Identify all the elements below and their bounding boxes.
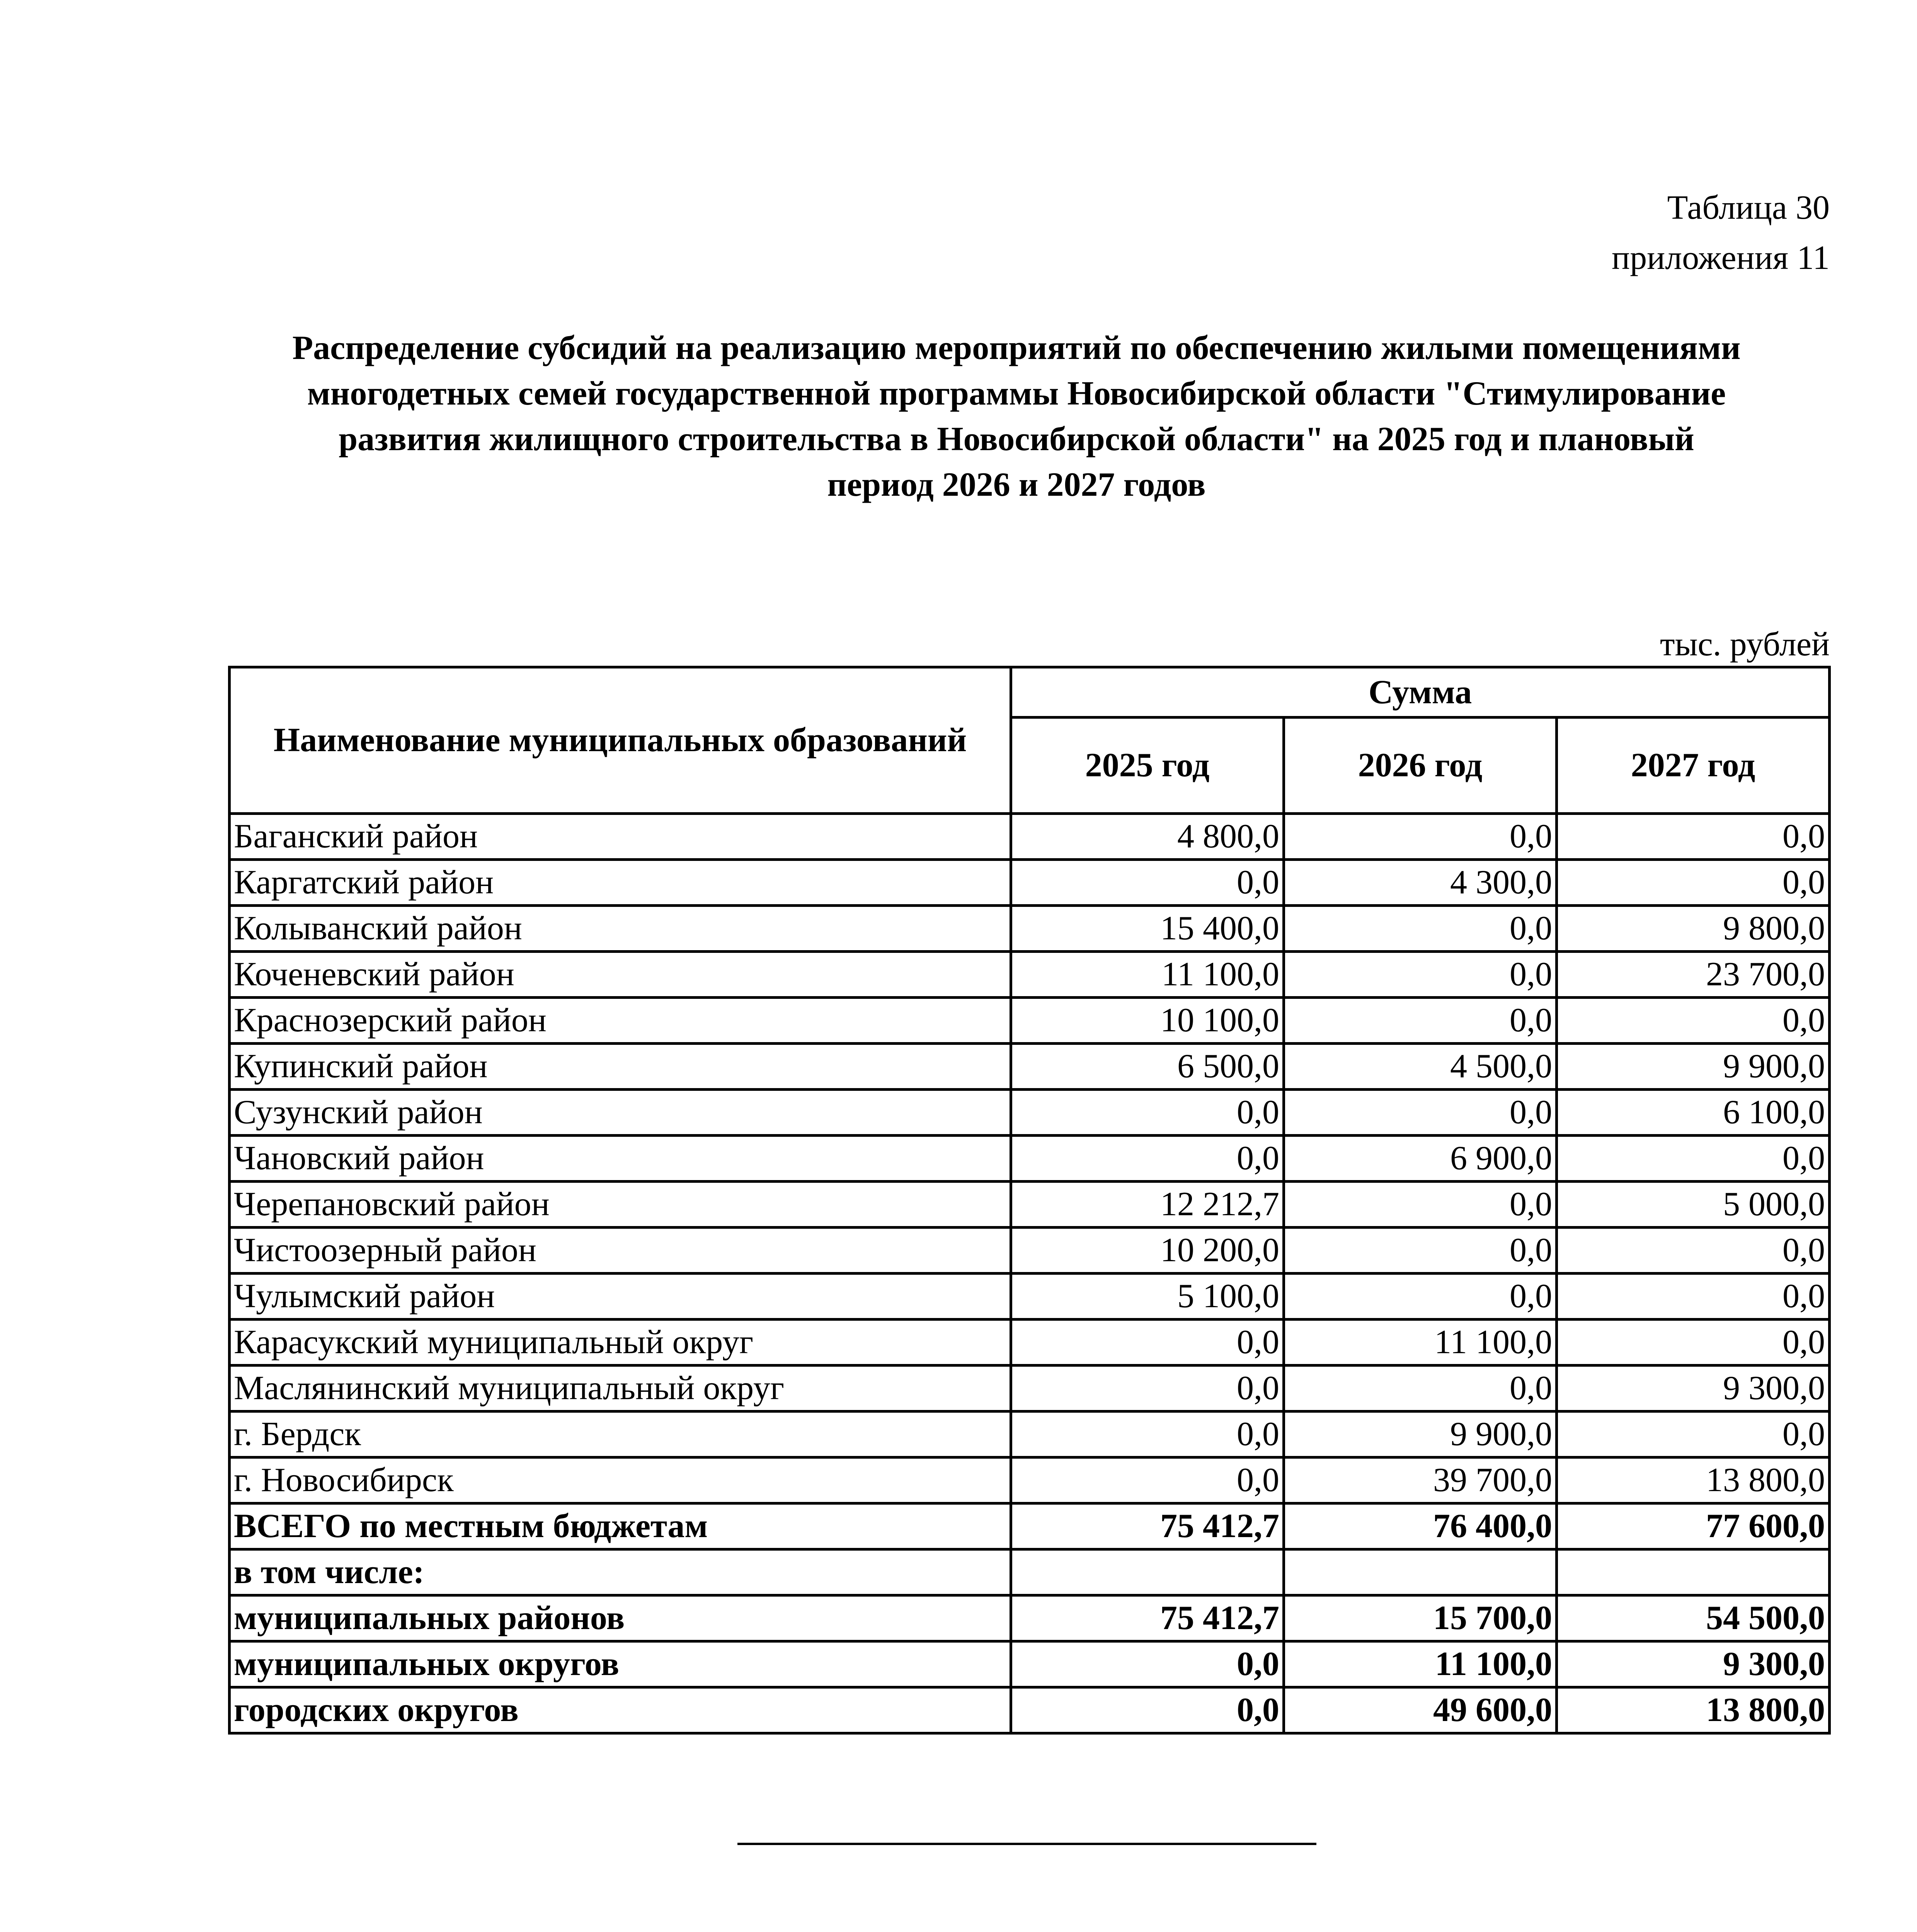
value-2026: 0,0: [1284, 1090, 1557, 1136]
municipality-name: г. Бердск: [230, 1412, 1011, 1458]
value-2026: 0,0: [1284, 998, 1557, 1044]
value-2025: 15 400,0: [1011, 906, 1284, 952]
total-2026: 76 400,0: [1284, 1503, 1557, 1549]
table-row: [230, 1136, 1830, 1182]
appendix-reference: приложения 11: [1611, 239, 1830, 277]
value-2027: 0,0: [1557, 1228, 1830, 1274]
column-header-2025: 2025 год: [1011, 718, 1284, 814]
document-title: [216, 325, 1817, 508]
value-2026: 0,0: [1284, 906, 1557, 952]
title-line-1: Распределение субсидий на реализацию мероприятий по обеспечению жилыми помещениями: [292, 329, 1741, 367]
table-row: [230, 1458, 1830, 1503]
value-2027: 0,0: [1557, 1412, 1830, 1458]
subtotal-row-districts: [230, 1595, 1830, 1641]
units-label: тыс. рублей: [1660, 626, 1830, 663]
value-2026: 0,0: [1284, 1228, 1557, 1274]
municipality-name: Черепановский район: [230, 1182, 1011, 1228]
column-header-sum: Сумма: [1011, 667, 1830, 718]
total-label: ВСЕГО по местным бюджетам: [230, 1503, 1011, 1549]
including-row: [230, 1549, 1830, 1595]
subtotal-2027: 9 300,0: [1557, 1641, 1830, 1687]
table-row: [230, 998, 1830, 1044]
subtotal-2025: 0,0: [1011, 1687, 1284, 1733]
value-2025: 0,0: [1011, 1412, 1284, 1458]
subtotal-row-municipal-okrugs: [230, 1641, 1830, 1687]
including-2025: [1011, 1549, 1284, 1595]
table-row: [230, 1412, 1830, 1458]
municipality-name: Колыванский район: [230, 906, 1011, 952]
value-2026: 6 900,0: [1284, 1136, 1557, 1182]
value-2025: 0,0: [1011, 860, 1284, 906]
table-row: [230, 814, 1830, 860]
value-2027: 0,0: [1557, 814, 1830, 860]
value-2027: 9 900,0: [1557, 1044, 1830, 1090]
value-2025: 0,0: [1011, 1458, 1284, 1503]
municipality-name: Коченевский район: [230, 952, 1011, 998]
table-number: Таблица 30: [1667, 189, 1830, 226]
table-row: [230, 1274, 1830, 1320]
value-2026: 9 900,0: [1284, 1412, 1557, 1458]
subtotal-2026: 49 600,0: [1284, 1687, 1557, 1733]
table-row: [230, 860, 1830, 906]
value-2026: 11 100,0: [1284, 1320, 1557, 1366]
value-2027: 13 800,0: [1557, 1458, 1830, 1503]
column-header-2027: 2027 год: [1557, 718, 1830, 814]
value-2025: 0,0: [1011, 1136, 1284, 1182]
value-2025: 6 500,0: [1011, 1044, 1284, 1090]
municipality-name: Чулымский район: [230, 1274, 1011, 1320]
subtotal-2027: 13 800,0: [1557, 1687, 1830, 1733]
subtotal-2027: 54 500,0: [1557, 1595, 1830, 1641]
value-2026: 4 300,0: [1284, 860, 1557, 906]
value-2025: 10 200,0: [1011, 1228, 1284, 1274]
value-2026: 0,0: [1284, 814, 1557, 860]
subtotal-label: городских округов: [230, 1687, 1011, 1733]
including-2026: [1284, 1549, 1557, 1595]
total-2025: 75 412,7: [1011, 1503, 1284, 1549]
total-2027: 77 600,0: [1557, 1503, 1830, 1549]
column-header-name: Наименование муниципальных образований: [230, 667, 1011, 814]
value-2027: 9 800,0: [1557, 906, 1830, 952]
value-2025: 0,0: [1011, 1090, 1284, 1136]
value-2027: 0,0: [1557, 1320, 1830, 1366]
value-2025: 4 800,0: [1011, 814, 1284, 860]
value-2027: 6 100,0: [1557, 1090, 1830, 1136]
including-label: в том числе:: [230, 1549, 1011, 1595]
municipality-name: Маслянинский муниципальный округ: [230, 1366, 1011, 1412]
value-2027: 5 000,0: [1557, 1182, 1830, 1228]
table-row: [230, 952, 1830, 998]
table-row: [230, 1044, 1830, 1090]
value-2025: 11 100,0: [1011, 952, 1284, 998]
table-row: [230, 1320, 1830, 1366]
value-2027: 0,0: [1557, 1136, 1830, 1182]
closing-rule: [737, 1843, 1316, 1845]
subtotal-2025: 0,0: [1011, 1641, 1284, 1687]
value-2027: 0,0: [1557, 860, 1830, 906]
value-2027: 23 700,0: [1557, 952, 1830, 998]
municipality-name: Сузунский район: [230, 1090, 1011, 1136]
municipality-name: Чановский район: [230, 1136, 1011, 1182]
value-2026: 0,0: [1284, 1366, 1557, 1412]
subtotal-2026: 11 100,0: [1284, 1641, 1557, 1687]
table-row: [230, 906, 1830, 952]
subsidy-table: [228, 666, 1831, 1735]
value-2025: 12 212,7: [1011, 1182, 1284, 1228]
value-2027: 0,0: [1557, 1274, 1830, 1320]
value-2026: 4 500,0: [1284, 1044, 1557, 1090]
title-line-3: развития жилищного строительства в Новосибирской области" на 2025 год и плановый: [339, 420, 1694, 458]
municipality-name: г. Новосибирск: [230, 1458, 1011, 1503]
table-row: [230, 1090, 1830, 1136]
subtotal-label: муниципальных округов: [230, 1641, 1011, 1687]
municipality-name: Краснозерский район: [230, 998, 1011, 1044]
municipality-name: Каргатский район: [230, 860, 1011, 906]
value-2026: 0,0: [1284, 1274, 1557, 1320]
including-2027: [1557, 1549, 1830, 1595]
column-header-2026: 2026 год: [1284, 718, 1557, 814]
municipality-name: Карасукский муниципальный округ: [230, 1320, 1011, 1366]
value-2025: 10 100,0: [1011, 998, 1284, 1044]
subtotal-row-city-okrugs: [230, 1687, 1830, 1733]
title-line-2: многодетных семей государственной программы Новосибирской области "Стимулирование: [307, 375, 1726, 412]
subtotal-2025: 75 412,7: [1011, 1595, 1284, 1641]
title-line-4: период 2026 и 2027 годов: [827, 466, 1206, 503]
municipality-name: Чистоозерный район: [230, 1228, 1011, 1274]
value-2025: 5 100,0: [1011, 1274, 1284, 1320]
value-2026: 0,0: [1284, 952, 1557, 998]
value-2027: 9 300,0: [1557, 1366, 1830, 1412]
value-2027: 0,0: [1557, 998, 1830, 1044]
table-row: [230, 1228, 1830, 1274]
municipality-name: Купинский район: [230, 1044, 1011, 1090]
value-2025: 0,0: [1011, 1366, 1284, 1412]
total-row: [230, 1503, 1830, 1549]
subtotal-2026: 15 700,0: [1284, 1595, 1557, 1641]
value-2026: 39 700,0: [1284, 1458, 1557, 1503]
table-row: [230, 1366, 1830, 1412]
subtotal-label: муниципальных районов: [230, 1595, 1011, 1641]
value-2025: 0,0: [1011, 1320, 1284, 1366]
municipality-name: Баганский район: [230, 814, 1011, 860]
value-2026: 0,0: [1284, 1182, 1557, 1228]
table-row: [230, 1182, 1830, 1228]
